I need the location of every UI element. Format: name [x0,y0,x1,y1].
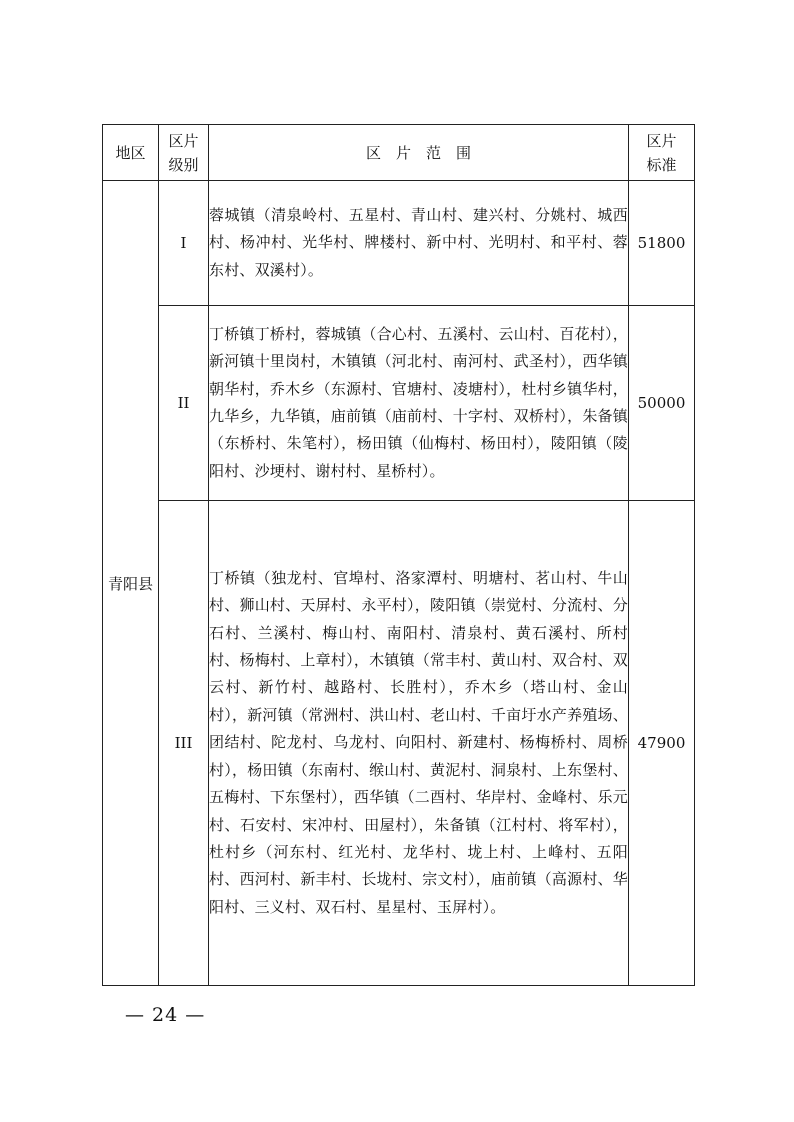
header-scope: 区 片 范 围 [209,125,629,181]
level-cell: III [159,501,209,986]
table-row [103,306,695,501]
table-header-row [103,125,695,181]
header-std-line1: 区片 [646,131,677,150]
standard-cell: 47900 [629,501,695,986]
level-cell: II [159,306,209,501]
header-std-line2: 标准 [646,155,677,174]
standard-cell: 51800 [629,181,695,306]
table-row [103,501,695,986]
scope-cell: 蓉城镇（清泉岭村、五星村、青山村、建兴村、分姚村、城西村、杨冲村、光华村、牌楼村、新中村、光明村、和平村、蓉东村、双溪村）。 [209,181,629,306]
region-name-cell: 青阳县 [103,181,159,986]
header-level [159,125,209,181]
header-level-line1: 区片 [168,131,199,150]
scope-cell: 丁桥镇（独龙村、官埠村、洛家潭村、明塘村、茗山村、牛山村、狮山村、天屏村、永平村），陵阳镇（崇觉村、分流村、分石村、兰溪村、梅山村、南阳村、清泉村、黄石溪村、所村村、杨梅村、上章村），木镇镇（常丰村、黄山村、双合村、双云村、新竹村、越路村、长胜村），乔木乡（塔山村、金山村），新河镇（常洲村、洪山村、老山村、千亩圩水产养殖场、团结村、陀龙村、乌龙村、向阳村、新建村、杨梅桥村、周桥村），杨田镇（东南村、缑山村、黄泥村、洞泉村、上东堡村、五梅村、下东堡村），西华镇（二酉村、华岸村、金峰村、乐元村、石安村、宋冲村、田屋村），朱备镇（江村村、将军村），杜村乡（河东村、红光村、龙华村、垅上村、上峰村、五阳村、西河村、新丰村、长垅村、宗文村），庙前镇（高源村、华阳村、三义村、双石村、星星村、玉屏村）。 [209,501,629,986]
header-standard [629,125,695,181]
scope-cell: 丁桥镇丁桥村，蓉城镇（合心村、五溪村、云山村、百花村），新河镇十里岗村，木镇镇（河北村、南河村、武圣村），西华镇朝华村，乔木乡（东源村、官塘村、凌塘村），杜村乡镇华村，九华乡，九华镇，庙前镇（庙前村、十字村、双桥村），朱备镇（东桥村、朱笔村），杨田镇（仙梅村、杨田村），陵阳镇（陵阳村、沙埂村、谢村村、星桥村）。 [209,306,629,501]
table-row [103,181,695,306]
header-region: 地区 [103,125,159,181]
page-number: — 24 — [125,1004,206,1026]
level-cell: I [159,181,209,306]
header-level-line2: 级别 [168,155,199,174]
zoning-table-container [102,124,694,986]
standard-cell: 50000 [629,306,695,501]
land-zone-table [102,124,695,986]
